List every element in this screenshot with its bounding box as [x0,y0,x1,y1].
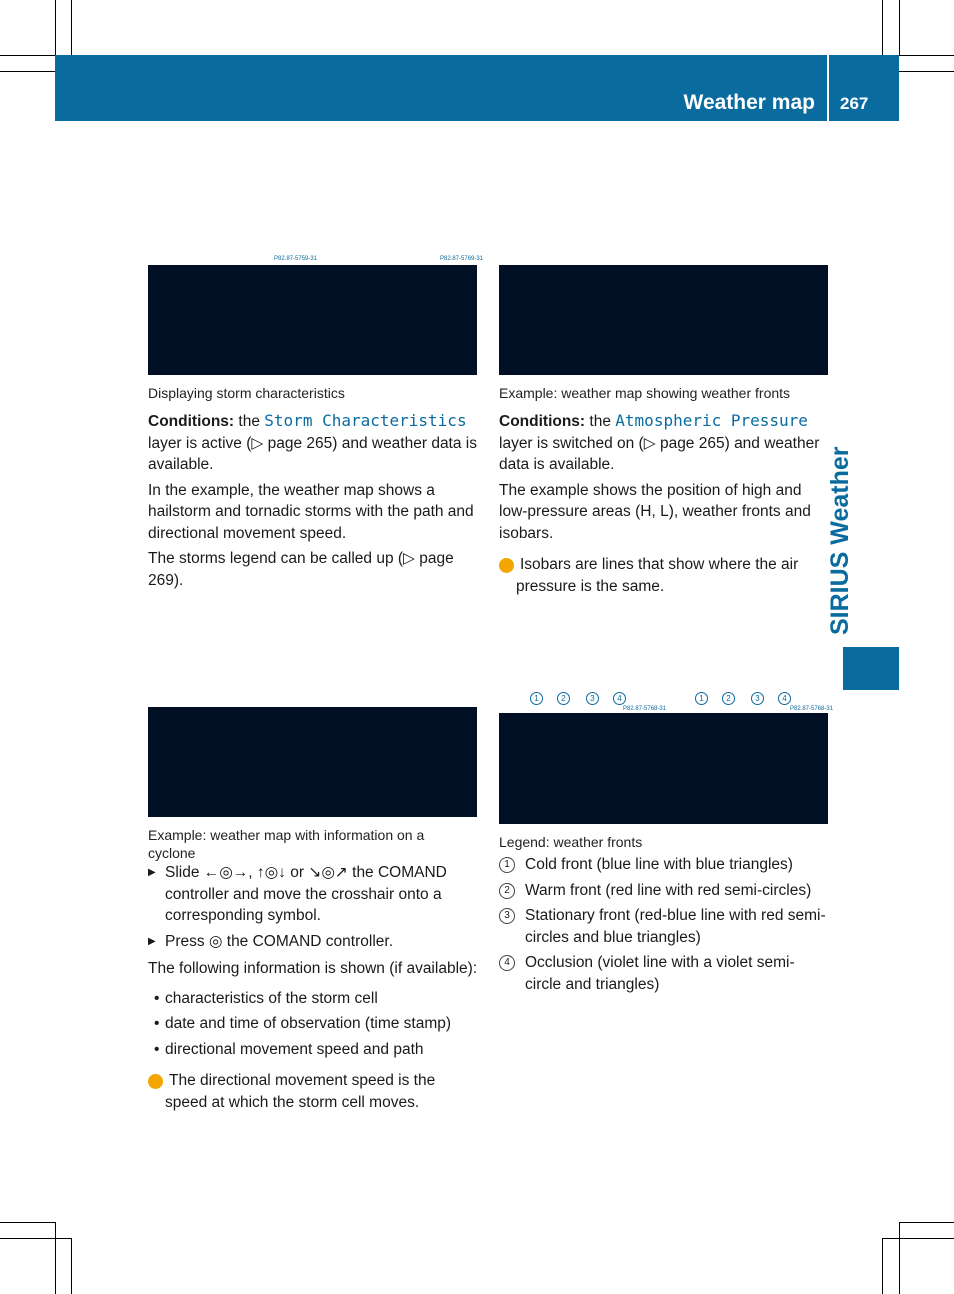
conditions-paragraph [148,410,478,476]
legend-marker-4: 4 [613,692,626,705]
side-tab-label: SIRIUS Weather [826,446,854,635]
legend-marker-2: 2 [722,692,735,705]
figure-reference: P82.87-5768-31 [790,706,834,712]
crop-mark [899,1222,954,1223]
header-divider [827,55,829,121]
crop-mark [71,1238,72,1294]
info-note [496,554,829,597]
crop-mark [899,1222,900,1294]
crop-mark [71,0,72,55]
legend-weather-fronts-screen [499,713,828,824]
legend-text: Stationary front (red-blue line with red semi-circles and blue triangles) [525,907,826,946]
conditions-post: layer is switched on (▷ page 265) and weather data is available. [499,434,820,473]
conditions-label: Conditions: [499,413,586,430]
cyclone-screen [148,707,477,817]
crop-mark [882,1238,954,1239]
legend-marker-3: 3 [586,692,599,705]
body-paragraph: The example shows the position of high and low-pressure areas (H, L), weather fronts and isobars. [499,481,811,542]
conditions-pre: the [238,413,260,430]
legend-text: Cold front (blue line with blue triangles) [525,856,793,873]
side-tab-block [843,647,899,690]
crop-mark [0,1222,55,1223]
legend-number: 2 [499,883,515,899]
conditions-paragraph [499,410,829,476]
figure-caption: Legend: weather fronts [499,834,643,850]
legend-marker-4: 4 [778,692,791,705]
crop-mark [0,71,55,72]
legend-number: 3 [499,908,515,924]
figure-reference: P82.87-5768-31 [623,706,667,712]
legend-marker-2: 2 [557,692,570,705]
page-number: 267 [840,94,869,113]
list-item: • date and time of observation (time stamp) [148,1013,478,1035]
crop-mark [899,55,954,56]
legend-text: Occlusion (violet line with a violet semi-circle and triangles) [525,954,795,993]
crop-mark [55,1222,56,1294]
conditions-post: layer is active (▷ page 265) and weather data is available. [148,434,477,473]
right-text-block-1 [496,410,829,601]
figure-caption: Displaying storm characteristics [148,385,345,401]
body-paragraph: The following information is shown (if available): [148,960,478,977]
figure-reference: P82.87-5759-31 [274,256,318,262]
legend-marker-3: 3 [751,692,764,705]
legend-text: Warm front (red line with red semi-circles) [525,881,812,899]
info-icon: i [499,558,514,573]
crop-mark [0,55,55,56]
legend-marker-1: 1 [530,692,543,705]
info-text: Isobars are lines that show where the air pressure is the same. [516,556,799,595]
storm-characteristics-screen [148,265,477,375]
crop-mark [882,1238,883,1294]
section-title: Weather map [683,91,815,114]
crop-mark [899,0,900,55]
body-paragraph: The storms legend can be called up (▷ page 269). [148,550,454,589]
layer-name: Storm Characteristics [264,411,467,430]
conditions-pre: the [589,413,611,430]
left-text-block-1 [148,410,478,595]
figure-reference: P82.87-5769-31 [440,256,484,262]
crop-mark [0,1238,71,1239]
legend-item [499,880,829,902]
legend-item [499,854,829,876]
crop-mark [882,0,883,55]
crop-mark [899,71,954,72]
page-header [55,55,899,121]
legend-marker-1: 1 [695,692,708,705]
instruction-step: ▶ Press ◎ the COMAND controller. [148,931,478,953]
instruction-step: ▶ Slide ←◎→, ↑◎↓ or ↘◎↗ the COMAND controller and move the crosshair onto a corresponding symbol. [148,862,478,927]
body-paragraph: In the example, the weather map shows a hailstorm and tornadic storms with the path and directional movement speed. [148,481,474,542]
legend-item [499,905,829,948]
list-item: • directional movement speed and path [148,1039,478,1061]
weather-fronts-screen [499,265,828,375]
info-icon: i [148,1074,163,1089]
figure-caption: Example: weather map with information on a cyclone [148,827,425,861]
crop-mark [55,0,56,55]
legend-item [499,952,829,995]
legend-list [499,854,829,999]
info-text: The directional movement speed is the speed at which the storm cell moves. [165,1072,436,1111]
info-note [145,1070,478,1113]
legend-number: 1 [499,857,515,873]
list-item: • characteristics of the storm cell [148,988,478,1010]
left-text-block-2 [145,862,478,1117]
layer-name: Atmospheric Pressure [615,411,808,430]
figure-caption: Example: weather map showing weather fronts [499,385,791,401]
conditions-label: Conditions: [148,413,235,430]
legend-number: 4 [499,955,515,971]
